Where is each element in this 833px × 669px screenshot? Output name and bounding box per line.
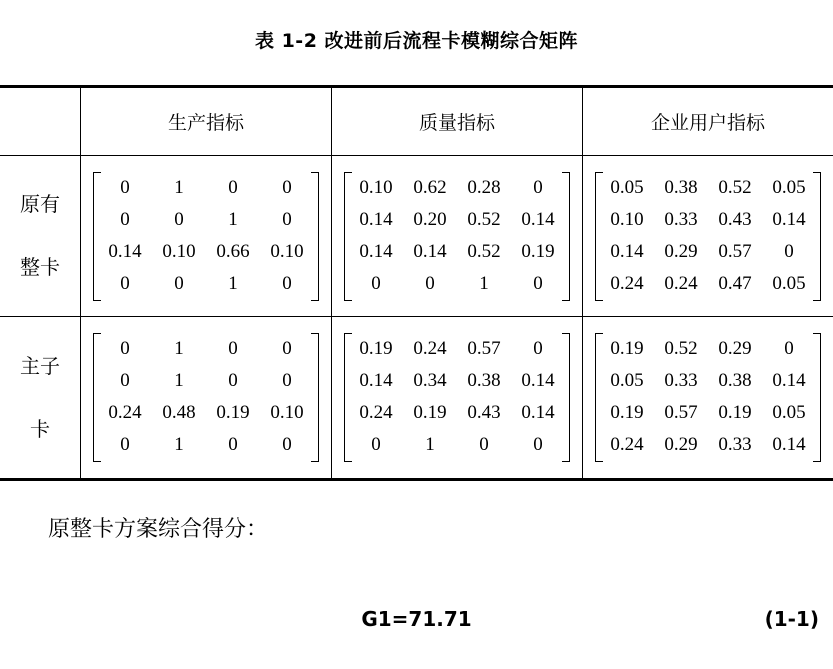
matrix-value: 0.24 [359, 402, 393, 423]
matrix-value: 1 [174, 434, 184, 455]
matrix-value: 0.57 [664, 402, 698, 423]
matrix-row [349, 172, 565, 204]
matrix-row [98, 172, 314, 204]
matrix-value: 0.24 [610, 434, 644, 455]
matrix-row [349, 429, 565, 461]
row-label-line: 原有 [20, 192, 60, 216]
matrix-value: 0.05 [610, 370, 644, 391]
right-bracket [311, 172, 319, 301]
matrix-row [349, 268, 565, 300]
left-bracket [344, 333, 352, 462]
matrix-value: 0.10 [162, 240, 196, 262]
matrix-row [349, 333, 565, 365]
matrix-value: 0 [533, 434, 543, 455]
matrix-value: 0 [282, 338, 292, 359]
equation-number: (1-1) [764, 607, 819, 631]
matrix-cell [81, 156, 332, 317]
fuzzy-matrix-table [0, 85, 833, 481]
matrix-value: 0 [228, 338, 238, 359]
table-title: 表 1-2 改进前后流程卡模糊综合矩阵 [254, 30, 579, 52]
right-bracket [813, 172, 821, 301]
matrix-value: 0.29 [664, 434, 698, 455]
matrix-value: 0 [425, 272, 435, 294]
matrix-value: 0.33 [664, 208, 698, 230]
matrix-value: 0.43 [467, 402, 501, 423]
header-enterprise-user: 企业用户指标 [583, 87, 833, 156]
matrix-cell [81, 317, 332, 480]
matrix-value: 1 [425, 434, 435, 455]
matrix-row [349, 397, 565, 429]
matrix-value: 0.52 [718, 176, 752, 198]
matrix-value: 0.14 [772, 370, 806, 391]
matrix-value: 0.05 [772, 176, 806, 198]
matrix-value: 0 [371, 272, 381, 294]
matrix-row [349, 365, 565, 397]
matrix-cell [332, 317, 583, 480]
matrix-value: 0.14 [521, 402, 555, 423]
matrix-row [600, 365, 816, 397]
matrix [93, 172, 319, 301]
matrix-value: 0.05 [772, 272, 806, 294]
matrix-value: 0 [282, 208, 292, 230]
matrix-value: 0 [282, 272, 292, 294]
matrix-row [600, 333, 816, 365]
matrix-value: 0.20 [413, 208, 447, 230]
matrix [595, 333, 821, 462]
matrix-row [98, 268, 314, 300]
left-bracket [344, 172, 352, 301]
matrix-value: 0.62 [413, 176, 447, 198]
matrix [93, 333, 319, 462]
matrix-row [600, 204, 816, 236]
matrix-row [349, 236, 565, 268]
matrix-value: 0.10 [359, 176, 393, 198]
matrix-value: 0 [174, 272, 184, 294]
left-bracket [595, 333, 603, 462]
matrix-row [349, 204, 565, 236]
table-row [0, 156, 833, 317]
matrix-value: 0.19 [413, 402, 447, 423]
matrix-value: 0 [120, 176, 130, 198]
matrix-value: 0.19 [216, 402, 250, 423]
matrix-value: 1 [228, 272, 238, 294]
matrix-value: 0.14 [610, 240, 644, 262]
matrix-value: 0.14 [108, 240, 142, 262]
matrix-row [98, 429, 314, 461]
matrix-value: 0 [282, 176, 292, 198]
row-label [0, 317, 81, 480]
matrix-value: 0.29 [718, 338, 752, 359]
matrix [595, 172, 821, 301]
matrix-value: 0 [371, 434, 381, 455]
matrix-value: 0 [120, 338, 130, 359]
matrix-value: 0.33 [718, 434, 752, 455]
row-label-line: 主子 [20, 353, 60, 378]
matrix-value: 0.14 [359, 370, 393, 391]
matrix-value: 0.38 [718, 370, 752, 391]
matrix-row [600, 397, 816, 429]
matrix-value: 0.34 [413, 370, 447, 391]
matrix-value: 0.05 [610, 176, 644, 198]
matrix-value: 0.52 [467, 208, 501, 230]
matrix-value: 1 [228, 208, 238, 230]
matrix-value: 0 [533, 176, 543, 198]
left-bracket [93, 333, 101, 462]
matrix-value: 0.10 [270, 240, 304, 262]
matrix-value: 0.38 [664, 176, 698, 198]
matrix-cell [583, 156, 833, 317]
table-header-row [0, 87, 833, 156]
matrix-value: 0 [533, 272, 543, 294]
matrix-value: 0 [282, 370, 292, 391]
matrix-value: 0.19 [610, 338, 644, 359]
matrix-value: 0.24 [664, 272, 698, 294]
row-label-line: 整卡 [20, 255, 60, 279]
right-bracket [562, 333, 570, 462]
matrix-value: 0 [479, 434, 489, 455]
row-label-line: 卡 [30, 416, 50, 441]
matrix-row [600, 172, 816, 204]
matrix-value: 0 [784, 338, 794, 359]
matrix-value: 0.19 [610, 402, 644, 423]
header-production: 生产指标 [81, 87, 332, 156]
matrix-row [98, 397, 314, 429]
matrix-value: 1 [174, 338, 184, 359]
matrix-row [600, 236, 816, 268]
matrix-row [98, 365, 314, 397]
matrix [344, 333, 570, 462]
matrix-value: 0.19 [359, 338, 393, 359]
matrix-value: 0.24 [413, 338, 447, 359]
matrix-value: 0.14 [521, 370, 555, 391]
header-quality: 质量指标 [332, 87, 583, 156]
header-corner [0, 87, 81, 156]
matrix-value: 0.33 [664, 370, 698, 391]
matrix-value: 0.10 [610, 208, 644, 230]
matrix-value: 0 [120, 272, 130, 294]
equation: G1=71.71 [361, 607, 472, 631]
matrix-value: 0.52 [664, 338, 698, 359]
matrix-value: 0.48 [162, 402, 196, 423]
matrix-value: 0.14 [521, 208, 555, 230]
matrix-row [98, 204, 314, 236]
matrix-value: 0.10 [270, 402, 304, 423]
matrix [344, 172, 570, 301]
matrix-value: 0.66 [216, 240, 250, 262]
matrix-value: 0.29 [664, 240, 698, 262]
matrix-cell [332, 156, 583, 317]
matrix-value: 0 [533, 338, 543, 359]
matrix-value: 0.14 [772, 208, 806, 230]
left-bracket [93, 172, 101, 301]
matrix-value: 0.43 [718, 208, 752, 230]
matrix-value: 0 [228, 176, 238, 198]
matrix-value: 0 [282, 434, 292, 455]
matrix-value: 0.14 [413, 240, 447, 262]
right-bracket [562, 172, 570, 301]
matrix-value: 0.24 [610, 272, 644, 294]
matrix-value: 0.19 [718, 402, 752, 423]
matrix-value: 0.24 [108, 402, 142, 423]
matrix-value: 1 [174, 176, 184, 198]
matrix-value: 0.52 [467, 240, 501, 262]
matrix-value: 0.05 [772, 402, 806, 423]
matrix-value: 0.14 [359, 240, 393, 262]
matrix-value: 0 [174, 208, 184, 230]
matrix-value: 0 [784, 240, 794, 262]
row-label [0, 156, 81, 317]
matrix-value: 0 [228, 434, 238, 455]
matrix-value: 0 [228, 370, 238, 391]
matrix-value: 0 [120, 370, 130, 391]
right-bracket [311, 333, 319, 462]
matrix-value: 0.14 [359, 208, 393, 230]
matrix-value: 0 [120, 208, 130, 230]
left-bracket [595, 172, 603, 301]
matrix-value: 0.57 [718, 240, 752, 262]
matrix-value: 0.57 [467, 338, 501, 359]
matrix-row [600, 429, 816, 461]
matrix-row [98, 333, 314, 365]
body-paragraph: 原整卡方案综合得分： [48, 517, 269, 542]
table-row [0, 317, 833, 480]
matrix-value: 0.14 [772, 434, 806, 455]
matrix-value: 0.38 [467, 370, 501, 391]
matrix-row [98, 236, 314, 268]
matrix-value: 0.47 [718, 272, 752, 294]
matrix-value: 0 [120, 434, 130, 455]
right-bracket [813, 333, 821, 462]
matrix-cell [583, 317, 833, 480]
matrix-value: 0.28 [467, 176, 501, 198]
matrix-row [600, 268, 816, 300]
matrix-value: 0.19 [521, 240, 555, 262]
matrix-value: 1 [174, 370, 184, 391]
matrix-value: 1 [479, 272, 489, 294]
